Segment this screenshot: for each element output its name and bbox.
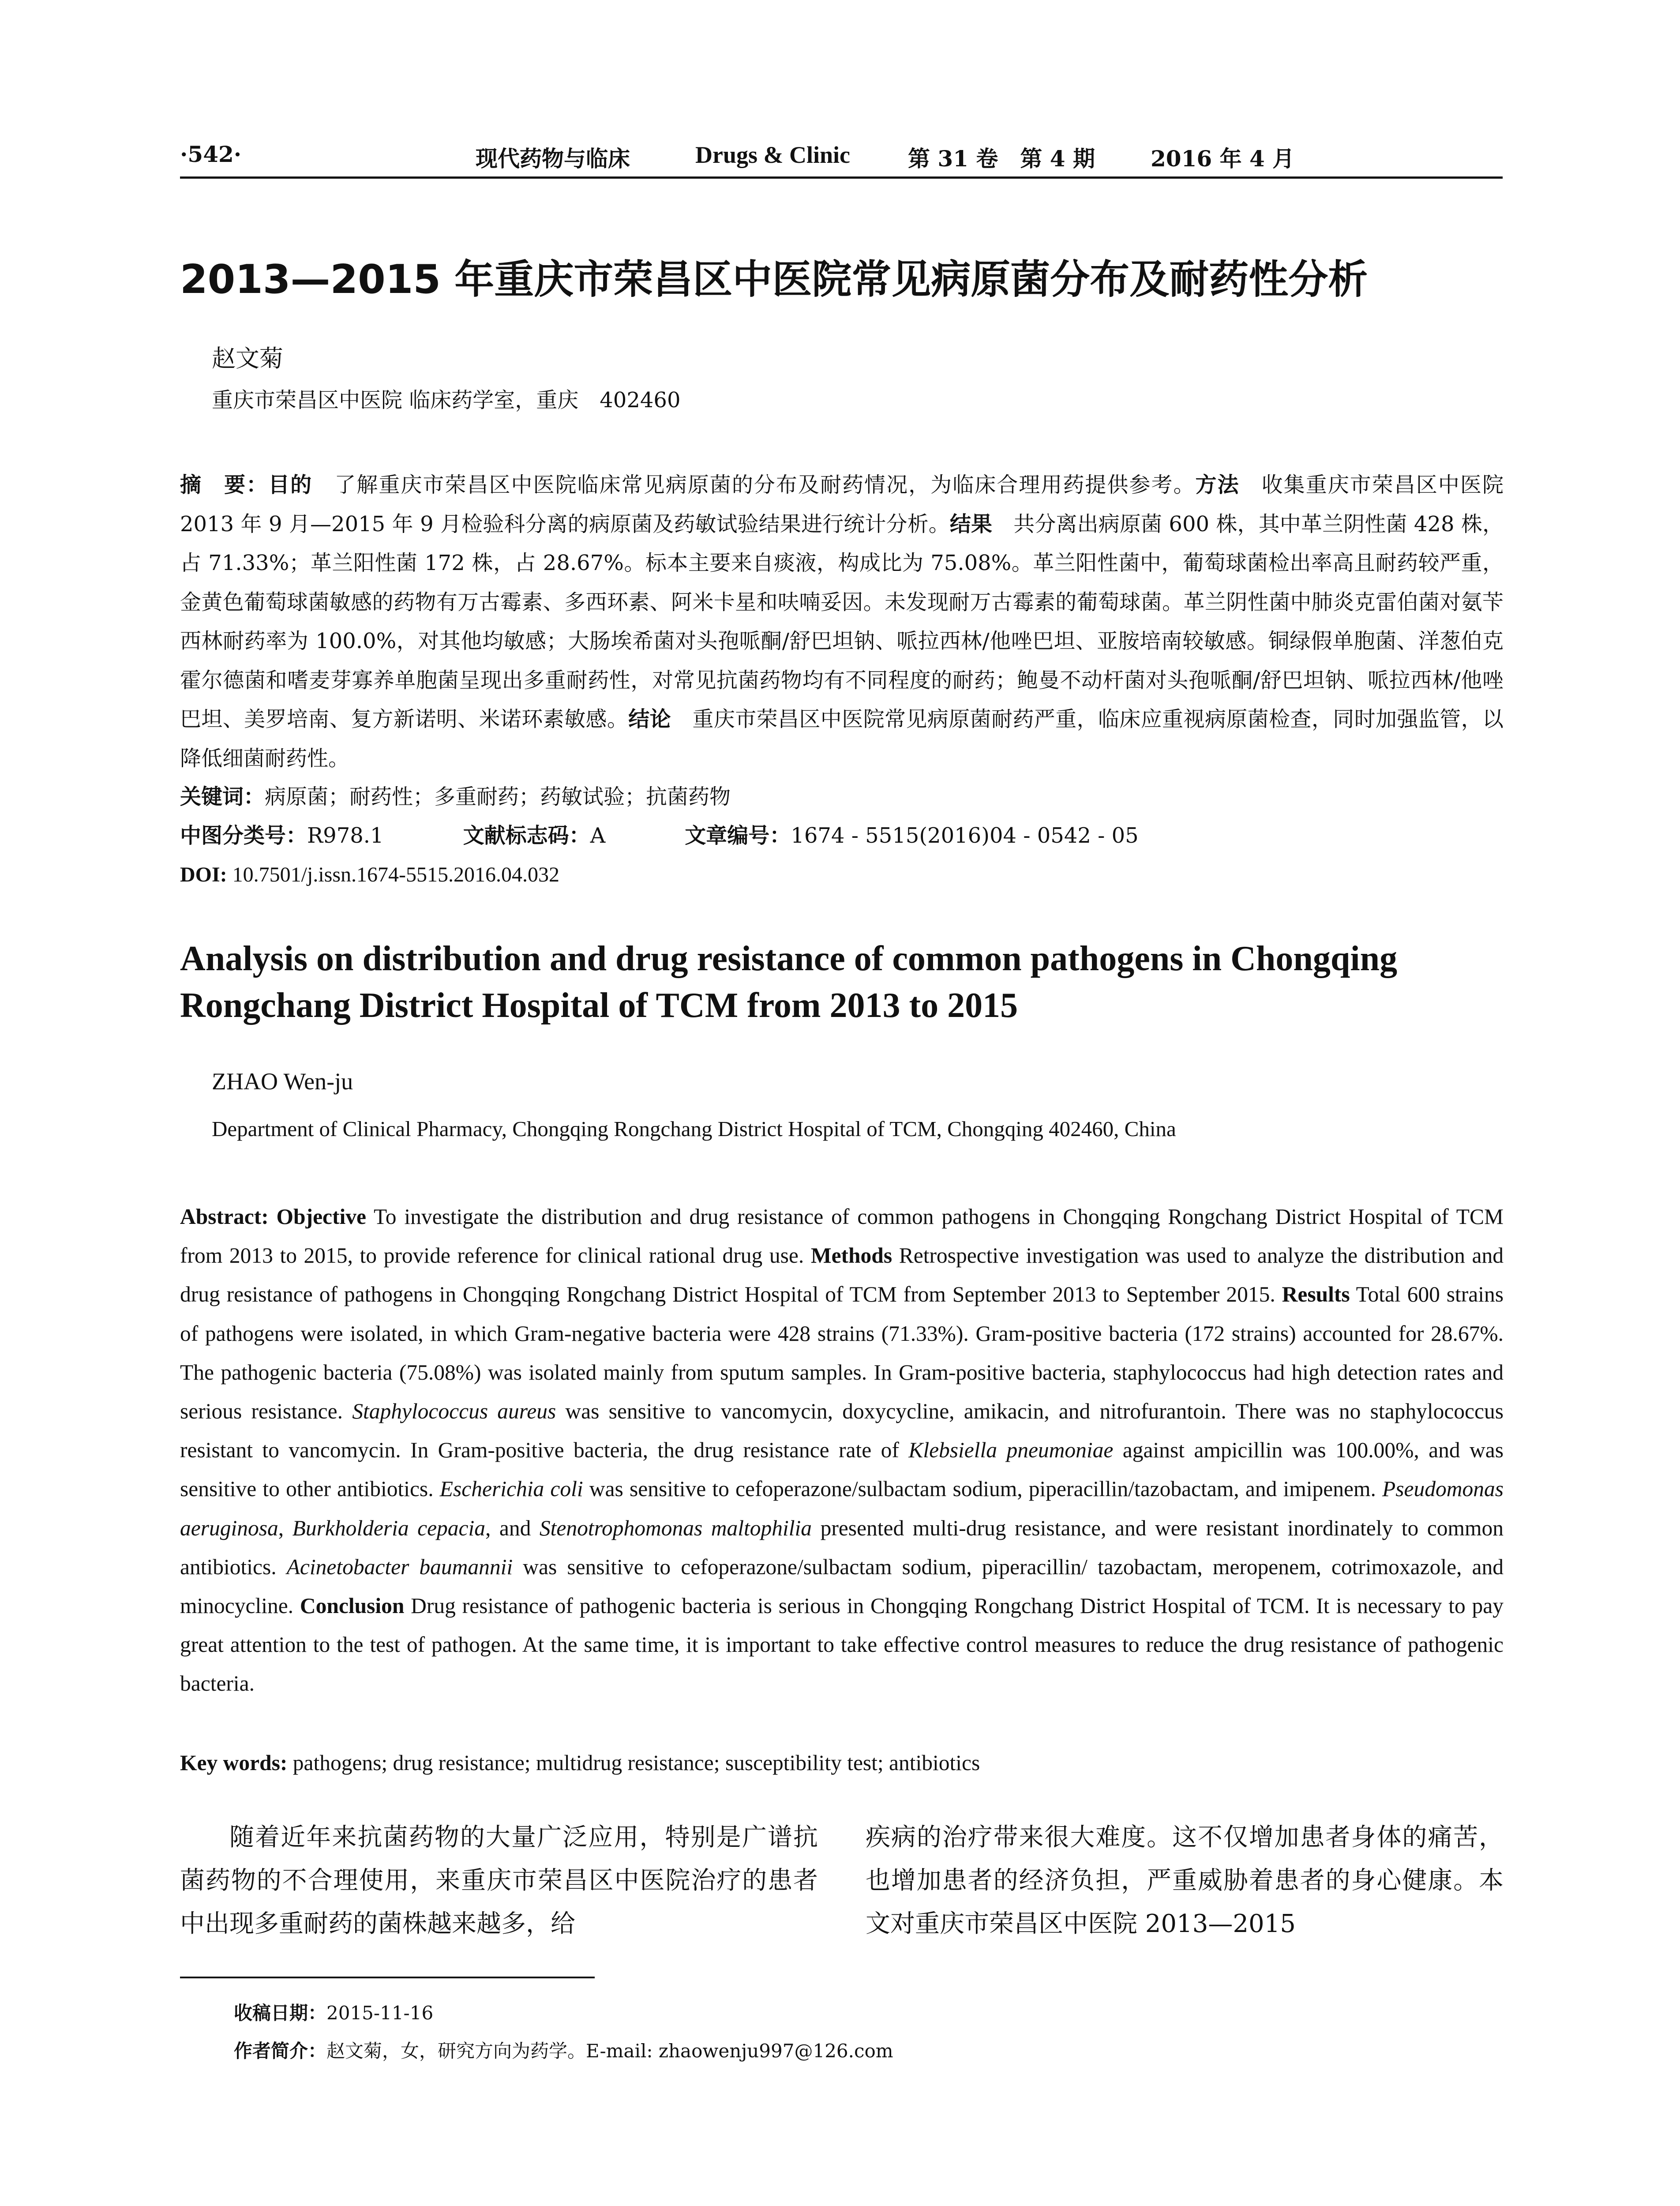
volume-issue: 第 31 卷 第 4 期 [908, 146, 1095, 172]
abstract-label-cn: 摘 要： [180, 473, 269, 497]
keywords-text-cn: 病原菌；耐药性；多重耐药；药敏试验；抗菌药物 [265, 784, 731, 809]
author-en: ZHAO Wen-ju [212, 1068, 353, 1095]
journal-name-en: Drugs & Clinic [695, 142, 850, 168]
methods-en: Retrospective investigation was used to analyze the distribution and drug resistance of pathogens in Chongqing Rongchang District Hospital of TCM from September 2013 to September 2015. [180, 1243, 1504, 1307]
abstract-cn [180, 465, 1504, 778]
footnote-rule [180, 1977, 595, 1978]
footnote-author [234, 2037, 893, 2063]
methods-cn: 收集重庆市荣昌区中医院 2013 年 9 月—2015 年 9 月检验科分离的病原菌及药敏试验结果进行统计分析。 [180, 473, 1504, 536]
doc-code-value: A [590, 823, 606, 848]
received-label: 收稿日期： [234, 2002, 327, 2024]
results-en-2: was sensitive to vancomycin, doxycycline, amikacin, and nitrofurantoin. There was no staphylococcus resistant to vancomycin. In Gram-positive bacteria, the drug resistance rate of [180, 1399, 1504, 1463]
keywords-label-cn: 关键词： [180, 784, 265, 809]
journal-name-cn: 现代药物与临床 [476, 146, 630, 172]
issue-date: 2016 年 4 月 [1151, 146, 1295, 172]
keywords-label-en: Key words: [180, 1751, 288, 1775]
objective-label-cn: 目的 [268, 473, 313, 497]
species-b-cepacia: Burkholderia cepacia [292, 1516, 486, 1540]
author-bio-label: 作者简介： [234, 2040, 327, 2062]
page-number: ·542· [180, 141, 242, 167]
doi-line [180, 855, 1504, 895]
results-en-4: was sensitive to cefoperazone/sulbactam sodium, piperacillin/tazobactam, and imipenem. [583, 1477, 1383, 1501]
running-header [180, 141, 1500, 176]
affiliation-cn: 重庆市荣昌区中医院 临床药学室，重庆 402460 [212, 388, 681, 413]
abstract-en [180, 1197, 1504, 1703]
conclusion-en: Drug resistance of pathogenic bacteria is serious in Chongqing Rongchang District Hospital of TCM. It is necessary to pay great attention to the test of pathogen. At the same time, it is important to take effective control measures to reduce the drug resistance of pathogenic bacteria. [180, 1594, 1504, 1696]
results-label-en: Results [1282, 1282, 1350, 1307]
species-k-pneumoniae: Klebsiella pneumoniae [908, 1438, 1114, 1463]
clc-label: 中图分类号： [180, 823, 308, 848]
results-en-1: Total 600 strains of pathogens were isolated, in which Gram-negative bacteria were 428 strains (71.33%). Gram-positive bacteria (172 strains) accounted for 28.67%. The pathogenic bacteria (75.08%) was isolated mainly from sputum samples. In Gram-positive bacteria, staphylococcus had high detection rates and serious resistance. [180, 1282, 1504, 1424]
keywords-cn [180, 777, 1504, 817]
doc-code-label: 文献标志码： [463, 823, 590, 848]
species-s-maltophilia: Stenotrophomonas maltophilia [539, 1516, 812, 1540]
clc-value: R978.1 [307, 823, 384, 848]
results-label-cn: 结果 [949, 511, 993, 536]
keywords-en [180, 1744, 1504, 1783]
results-en-5: presented multi-drug resistance, and were resistant inordinately to common antibiotics. [180, 1516, 1504, 1579]
classification-line [180, 816, 1504, 855]
methods-label-en: Methods [810, 1243, 892, 1268]
title-en: Analysis on distribution and drug resistance of common pathogens in Chongqing Rongchang District Hospital of TCM from 2013 to 2015 [180, 939, 1398, 1025]
species-a-baumannii: Acinetobacter baumannii [286, 1554, 513, 1579]
author-cn: 赵文菊 [212, 345, 283, 372]
title-cn: 2013—2015 年重庆市荣昌区中医院常见病原菌分布及耐药性分析 [180, 256, 1368, 303]
conclusion-cn: 重庆市荣昌区中医院常见病原菌耐药严重，临床应重视病原菌检查，同时加强监管，以降低细菌耐药性。 [180, 707, 1504, 771]
conclusion-label-cn: 结论 [628, 707, 671, 732]
conclusion-label-en: Conclusion [300, 1594, 405, 1618]
separator: , [278, 1516, 292, 1540]
doi-value: 10.7501/j.issn.1674-5515.2016.04.032 [227, 863, 560, 886]
objective-cn: 了解重庆市荣昌区中医院临床常见病原菌的分布及耐药情况，为临床合理用药提供参考。 [312, 473, 1196, 497]
separator: , and [485, 1516, 540, 1540]
results-en-6: was sensitive to cefoperazone/sulbactam sodium, piperacillin/ tazobactam, meropenem, cotrimoxazole, and minocycline. [180, 1554, 1504, 1618]
species-e-coli: Escherichia coli [439, 1477, 583, 1501]
objective-en: To investigate the distribution and drug resistance of common pathogens in Chongqing Rongchang District Hospital of TCM from 2013 to 2015, to provide reference for clinical rational drug use. [180, 1204, 1504, 1268]
abstract-label-en: Abstract: Objective [180, 1204, 366, 1229]
results-en-3: against ampicillin was 100.00%, and was sensitive to other antibiotics. [180, 1438, 1504, 1501]
received-date: 2015-11-16 [326, 2002, 434, 2024]
article-no-label: 文章编号： [685, 823, 791, 848]
body-column-right: 疾病的治疗带来很大难度。这不仅增加患者身体的痛苦，也增加患者的经济负担，严重威胁着患者的身心健康。本文对重庆市荣昌区中医院 2013—2015 [866, 1823, 1504, 1938]
author-bio: 赵文菊，女，研究方向为药学。E-mail: zhaowenju997@126.com [326, 2040, 893, 2062]
body-column-left: 随着近年来抗菌药物的大量广泛应用，特别是广谱抗菌药物的不合理使用，来重庆市荣昌区中医院治疗的患者中出现多重耐药的菌株越来越多，给 [180, 1823, 818, 1938]
results-cn: 共分离出病原菌 600 株，其中革兰阴性菌 428 株，占 71.33%；革兰阳性菌 172 株，占 28.67%。标本主要来自痰液，构成比为 75.08%。革兰阳性菌中，葡萄球菌检出率高且耐药较严重，金黄色葡萄球菌敏感的药物有万古霉素、多西环素、阿米卡星和呋喃妥因。未发现耐万古霉素的葡萄球菌。革兰阴性菌中肺炎克雷伯菌对氨苄西林耐药率为 100.0%，对其他均敏感；大肠埃希菌对头孢哌酮/舒巴坦钠、哌拉西林/他唑巴坦、亚胺培南较敏感。铜绿假单胞菌、洋葱伯克霍尔德菌和嗜麦芽寡养单胞菌呈现出多重耐药性，对常见抗菌药物均有不同程度的耐药；鲍曼不动杆菌对头孢哌酮/舒巴坦钠、哌拉西林/他唑巴坦、美罗培南、复方新诺明、米诺环素敏感。 [180, 511, 1504, 732]
affiliation-en: Department of Clinical Pharmacy, Chongqing Rongchang District Hospital of TCM, Chongqing 402460, China [212, 1117, 1176, 1141]
doi-label: DOI: [180, 863, 227, 886]
species-s-aureus: Staphylococcus aureus [352, 1399, 556, 1424]
footnote-received [234, 1999, 433, 2025]
article-no-value: 1674 - 5515(2016)04 - 0542 - 05 [791, 823, 1139, 848]
keywords-text-en: pathogens; drug resistance; multidrug resistance; susceptibility test; antibiotics [287, 1751, 980, 1775]
header-rule [180, 176, 1503, 179]
species-p-aeruginosa: Pseudomonas aeruginosa [180, 1477, 1504, 1540]
methods-label-cn: 方法 [1195, 473, 1240, 497]
